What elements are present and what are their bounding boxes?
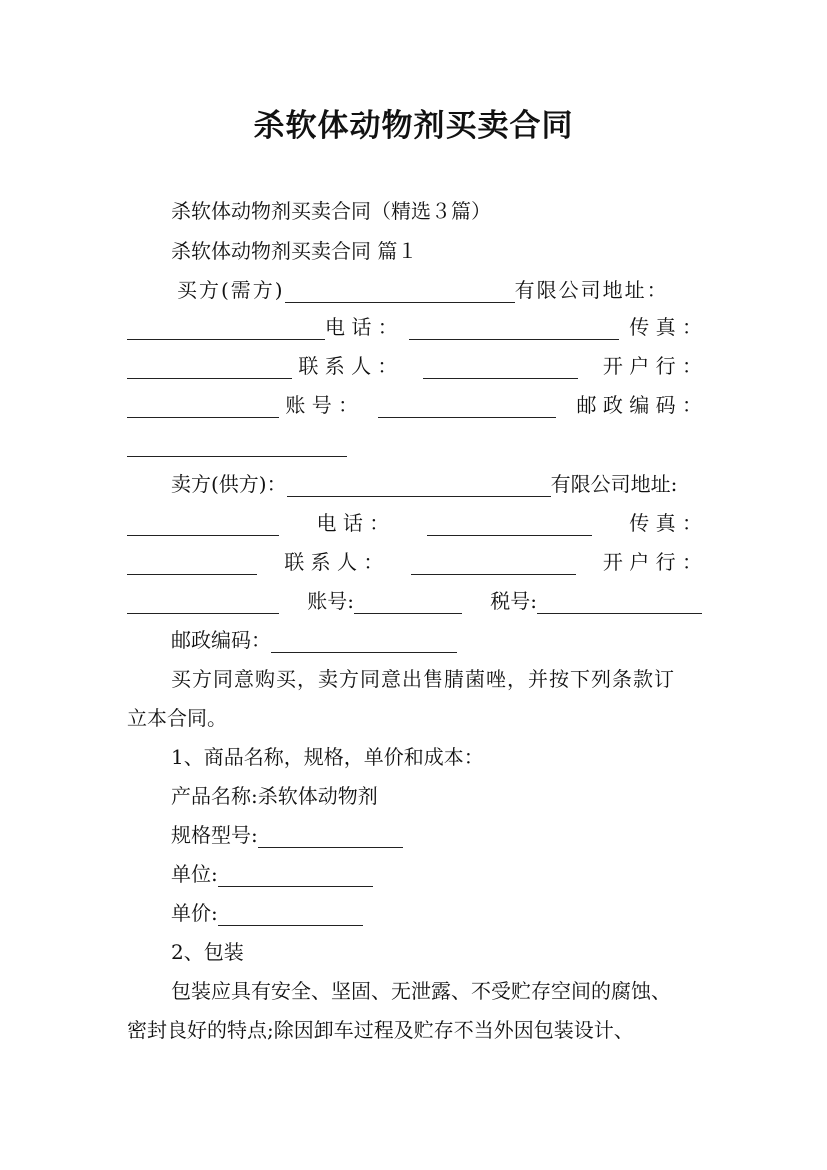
packaging-line-2: 密封良好的特点;除因卸车过程及贮存不当外因包装设计、 xyxy=(127,1018,634,1042)
price-blank xyxy=(218,905,363,926)
seller-account-blank xyxy=(354,593,462,614)
agreement-line-1: 买方同意购买，卖方同意出售腈菌唑，并按下列条款订 xyxy=(171,667,675,691)
seller-contact-row xyxy=(127,549,702,575)
spec-line xyxy=(171,822,403,848)
buyer-bank-blank xyxy=(127,397,279,418)
seller-tax-label: 税号: xyxy=(490,589,537,613)
seller-fax-label: 传 真 ： xyxy=(629,511,702,535)
buyer-account-label: 账 号 ： xyxy=(285,393,359,417)
price-label: 单价: xyxy=(171,901,218,925)
seller-bank-blank xyxy=(127,593,279,614)
packaging-line-1: 包装应具有安全、坚固、无泄露、不受贮存空间的腐蚀、 xyxy=(171,979,671,1003)
seller-label: 卖方(供方)： xyxy=(171,472,287,496)
buyer-postcode-label: 邮 政 编 码 ： xyxy=(576,393,702,417)
seller-account-label: 账号: xyxy=(307,589,354,613)
seller-phone-label: 电 话 ： xyxy=(316,511,390,535)
seller-phone-row xyxy=(127,510,702,536)
seller-phone-blank xyxy=(427,515,592,536)
seller-postcode-line xyxy=(171,627,457,653)
seller-line xyxy=(171,471,677,497)
buyer-phone-blank xyxy=(409,319,619,340)
buyer-name-blank xyxy=(285,282,515,303)
buyer-address-blank xyxy=(127,319,325,340)
unit-line xyxy=(171,861,373,887)
intro-line: 杀软体动物剂买卖合同（精选３篇） xyxy=(171,199,491,223)
part-heading: 杀软体动物剂买卖合同 篇１ xyxy=(171,239,418,263)
buyer-fax-blank xyxy=(127,358,292,379)
seller-bank-label: 开 户 行 ： xyxy=(602,550,702,574)
buyer-address-label: 有限公司地址： xyxy=(514,278,669,302)
buyer-account-blank xyxy=(378,397,556,418)
buyer-account-row xyxy=(127,392,702,418)
buyer-phone-row xyxy=(127,314,702,340)
seller-postcode-label: 邮政编码： xyxy=(171,628,271,652)
product-name-line: 产品名称:杀软体动物剂 xyxy=(171,784,378,808)
seller-fax-blank xyxy=(127,554,257,575)
document-title: 杀软体动物剂买卖合同 xyxy=(253,108,574,144)
buyer-fax-label: 传 真 ： xyxy=(629,315,702,339)
spec-label: 规格型号: xyxy=(171,823,258,847)
buyer-contact-blank xyxy=(423,358,578,379)
buyer-label: 买方(需方) xyxy=(177,278,285,302)
buyer-bank-label: 开 户 行 ： xyxy=(602,354,702,378)
spec-blank xyxy=(258,827,403,848)
buyer-postcode-line xyxy=(127,431,347,457)
seller-name-blank xyxy=(287,476,551,497)
buyer-line xyxy=(177,277,669,303)
agreement-line-2: 立本合同。 xyxy=(127,706,227,730)
unit-blank xyxy=(218,866,373,887)
seller-address-blank xyxy=(127,515,279,536)
seller-contact-blank xyxy=(411,554,576,575)
section1-heading: 1、商品名称，规格，单价和成本： xyxy=(171,745,484,769)
unit-label: 单位: xyxy=(171,862,218,886)
seller-postcode-blank xyxy=(271,632,457,653)
seller-tax-blank xyxy=(537,593,702,614)
buyer-postcode-blank xyxy=(127,436,347,457)
section2-heading: 2、包装 xyxy=(171,940,244,964)
buyer-phone-label: 电 话 ： xyxy=(325,315,398,339)
seller-address-label: 有限公司地址: xyxy=(550,472,678,496)
price-line xyxy=(171,900,363,926)
seller-contact-label: 联 系 人 ： xyxy=(284,550,384,574)
buyer-contact-row xyxy=(127,353,702,379)
buyer-contact-label: 联 系 人 ： xyxy=(298,354,398,378)
seller-account-row xyxy=(127,588,702,614)
